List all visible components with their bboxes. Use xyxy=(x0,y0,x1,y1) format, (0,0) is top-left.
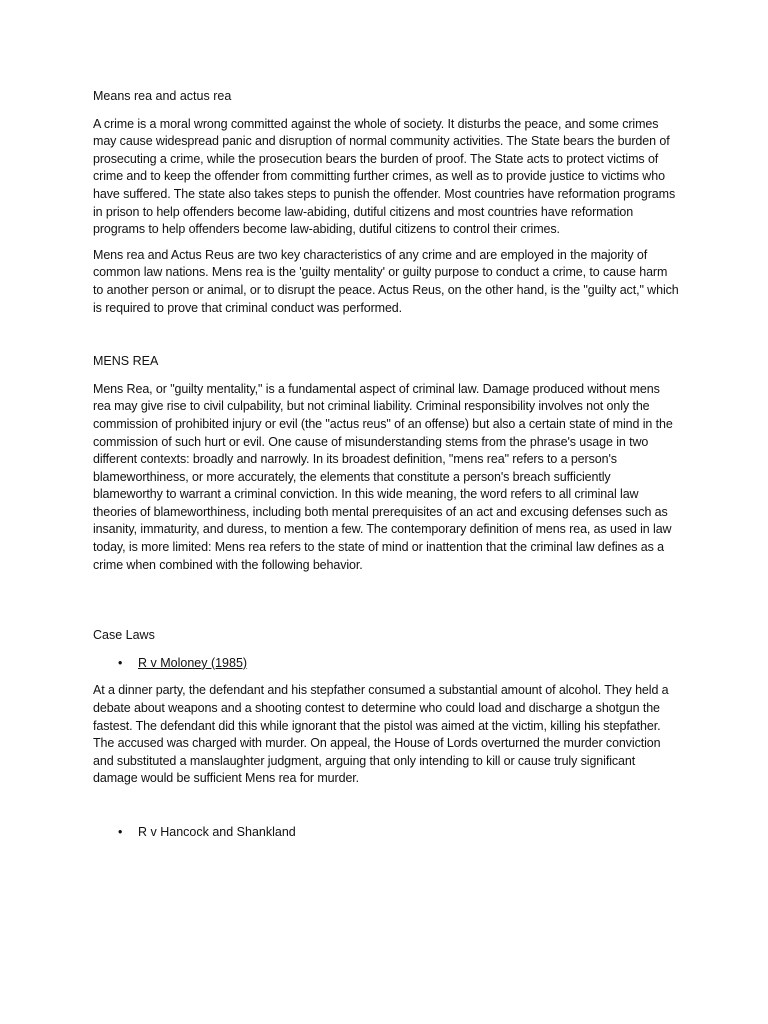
document-title: Means rea and actus rea xyxy=(93,89,232,103)
list-item-case-1 xyxy=(93,655,679,673)
intro-paragraph-2: Mens rea and Actus Reus are two key characteristics of any crime and are employed in the majority of common law nations. Mens rea is the 'guilty mentality' or guilty purpose to conduct a crime, to cause harm to another person or animal, or to disrupt the peace. Actus Reus, on the other hand, is the "guilty act," which is required to prove that criminal conduct was performed. xyxy=(93,247,679,315)
bullet-icon: • xyxy=(118,655,123,670)
case-1-paragraph: At a dinner party, the defendant and his stepfather consumed a substantial amount of alcohol. They held a debate about weapons and a shooting contest to determine who could load and discharge a shotgun the fastest. The defendant did this while ignorant that the pistol was aimed at the victim, killing his stepfather. The accused was charged with murder. On appeal, the House of Lords overturned the murder conviction and substituted a manslaughter judgment, arguing that only intending to kill or cause truly significant damage would be sufficient Mens rea for murder. xyxy=(93,683,669,786)
section-heading-case-laws: Case Laws xyxy=(93,628,155,643)
document-page xyxy=(93,88,679,842)
case-title-hancock: R v Hancock and Shankland xyxy=(138,825,296,839)
intro-paragraph-1: A crime is a moral wrong committed against the whole of society. It disturbs the peace, and some crimes may cause widespread panic and disruption of normal community activities. The State bears the burden of prosecuting a crime, while the prosecution bears the burden of proof. The State acts to protect victims of crime and to keep the offender from committing further crimes, as well as to provide justice to victims who have suffered. The state also takes steps to punish the offender. Most countries have reformation programs in prison to help offenders become law-abiding, dutiful citizens and most countries have reformation programs to help offenders become law-abiding, dutiful citizens to control their crimes. xyxy=(93,116,676,237)
bullet-icon: • xyxy=(118,825,123,839)
case-title-moloney: R v Moloney (1985) xyxy=(138,655,248,670)
list-item-case-2 xyxy=(93,824,679,842)
mens-rea-paragraph: Mens Rea, or "guilty mentality," is a fundamental aspect of criminal law. Damage produced without mens rea may give rise to civil culpability, but not criminal liability. Criminal responsibility involves not only the commission of prohibited injury or evil (the "actus reus" of an offense) but also a certain state of mind in the commission of such hurt or evil. One cause of misunderstanding stems from the phrase's usage in two different contexts: broadly and narrowly. In its broadest definition, "mens rea" refers to a person's blameworthiness, or more accurately, the elements that constitute a person's breach sufficiently blameworthy to warrant a criminal conviction. In this wide meaning, the word refers to all criminal law theories of blameworthiness, including both mental prerequisites of an act and excusing defenses such as insanity, immaturity, and duress, to mention a few. The contemporary definition of mens rea, as used in law today, is more limited: Mens rea refers to the state of mind or inattention that the criminal law defines as a crime when combined with the following behavior. xyxy=(93,381,673,572)
section-heading-mens-rea: MENS REA xyxy=(93,354,159,369)
